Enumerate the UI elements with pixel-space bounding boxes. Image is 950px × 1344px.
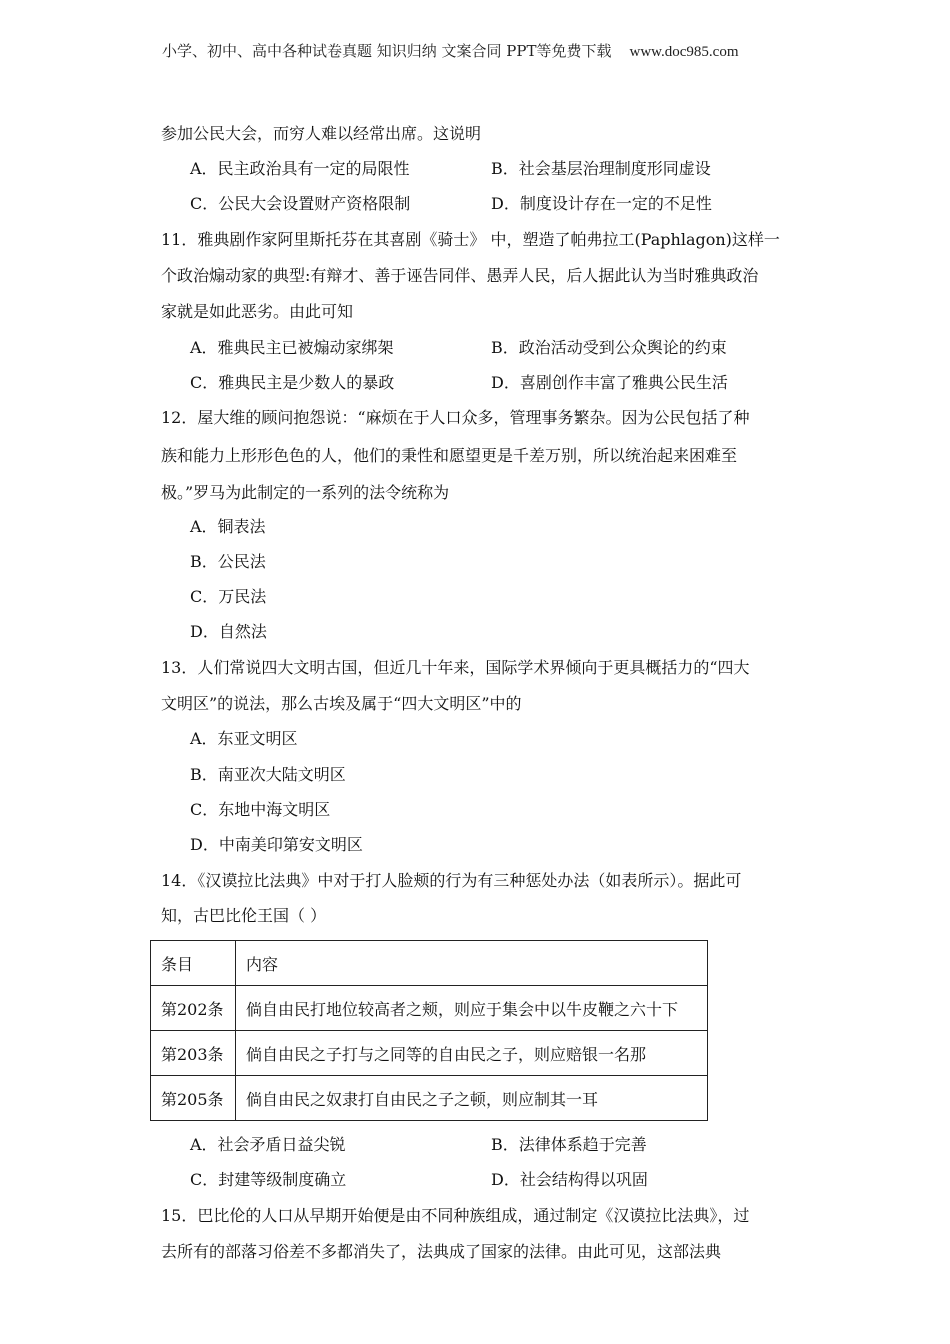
q12-line-2: 族和能力上形形色色的人，他们的秉性和愿望更是千差万别，所以统治起来困难至 xyxy=(161,446,738,465)
q14-line-1: 14．《汉谟拉比法典》中对于打人脸颊的行为有三种惩处办法（如表所示）。据此可 xyxy=(161,871,742,890)
q15-line-2: 去所有的部落习俗差不多都消失了，法典成了国家的法律。由此可见，这部法典 xyxy=(161,1242,722,1261)
table-cell-content: 倘自由民之奴隶打自由民之子之顿，则应制其一耳 xyxy=(236,1076,708,1121)
q13-option-d: D．中南美印第安文明区 xyxy=(190,835,363,854)
table-row xyxy=(151,986,708,1031)
q14-option-d: D．社会结构得以巩固 xyxy=(491,1170,648,1189)
q10-option-a: A．民主政治具有一定的局限性 xyxy=(190,159,410,178)
q12-option-c: C．万民法 xyxy=(190,587,267,606)
table-row xyxy=(151,1076,708,1121)
q10-option-d: D．制度设计存在一定的不足性 xyxy=(491,194,712,213)
q14-option-c: C．封建等级制度确立 xyxy=(190,1170,347,1189)
q12-option-d: D．自然法 xyxy=(190,622,267,641)
law-table xyxy=(150,940,708,1121)
header-site: www.doc985.com xyxy=(629,44,739,60)
page-header xyxy=(162,40,802,61)
table-cell-article: 第205条 xyxy=(151,1076,236,1121)
q11-line-2: 个政治煽动家的典型:有辩才、善于诬告同伴、愚弄人民，后人据此认为当时雅典政治 xyxy=(161,266,759,285)
table-header-row xyxy=(151,941,708,986)
q11-option-b: B．政治活动受到公众舆论的约束 xyxy=(491,338,727,357)
table-row xyxy=(151,1031,708,1076)
q11-option-a: A．雅典民主已被煽动家绑架 xyxy=(190,338,394,357)
table-header-cell: 条目 xyxy=(151,941,236,986)
q11-option-c: C．雅典民主是少数人的暴政 xyxy=(190,373,395,392)
q13-option-c: C．东地中海文明区 xyxy=(190,800,331,819)
q13-line-1: 13．人们常说四大文明古国，但近几十年来，国际学术界倾向于更具概括力的“四大 xyxy=(161,658,750,677)
q10-option-c: C．公民大会设置财产资格限制 xyxy=(190,194,411,213)
q12-option-b: B．公民法 xyxy=(190,552,266,571)
q10-stem: 参加公民大会，而穷人难以经常出席。这说明 xyxy=(161,124,482,143)
q14-option-b: B．法律体系趋于完善 xyxy=(491,1135,647,1154)
q14-option-a: A．社会矛盾日益尖锐 xyxy=(190,1135,346,1154)
table-cell-content: 倘自由民之子打与之同等的自由民之子，则应赔银一名那 xyxy=(236,1031,708,1076)
table-header-cell: 内容 xyxy=(236,941,708,986)
table-cell-content: 倘自由民打地位较高者之颊，则应于集会中以牛皮鞭之六十下 xyxy=(236,986,708,1031)
q14-line-2: 知，古巴比伦王国（ ） xyxy=(161,906,327,925)
q10-option-b: B．社会基层治理制度形同虚设 xyxy=(491,159,711,178)
q11-line-3: 家就是如此恶劣。由此可知 xyxy=(161,302,354,321)
q12-option-a: A．铜表法 xyxy=(190,517,266,536)
q13-line-2: 文明区”的说法，那么古埃及属于“四大文明区”中的 xyxy=(161,694,522,713)
q12-line-3: 极。”罗马为此制定的一系列的法令统称为 xyxy=(161,483,450,502)
q11-option-d: D．喜剧创作丰富了雅典公民生活 xyxy=(491,373,728,392)
table-cell-article: 第202条 xyxy=(151,986,236,1031)
table-cell-article: 第203条 xyxy=(151,1031,236,1076)
q12-line-1: 12．屋大维的顾问抱怨说：“麻烦在于人口众多，管理事务繁杂。因为公民包括了种 xyxy=(161,408,750,427)
q13-option-a: A．东亚文明区 xyxy=(190,729,298,748)
header-text: 小学、初中、高中各种试卷真题 知识归纳 文案合同 PPT等免费下载 xyxy=(162,42,612,60)
q15-line-1: 15．巴比伦的人口从早期开始便是由不同种族组成，通过制定《汉谟拉比法典》，过 xyxy=(161,1206,750,1225)
q11-line-1: 11．雅典剧作家阿里斯托芬在其喜剧《骑士》 中，塑造了帕弗拉工(Paphlagon)这样一 xyxy=(161,230,780,249)
q13-option-b: B．南亚次大陆文明区 xyxy=(190,765,346,784)
